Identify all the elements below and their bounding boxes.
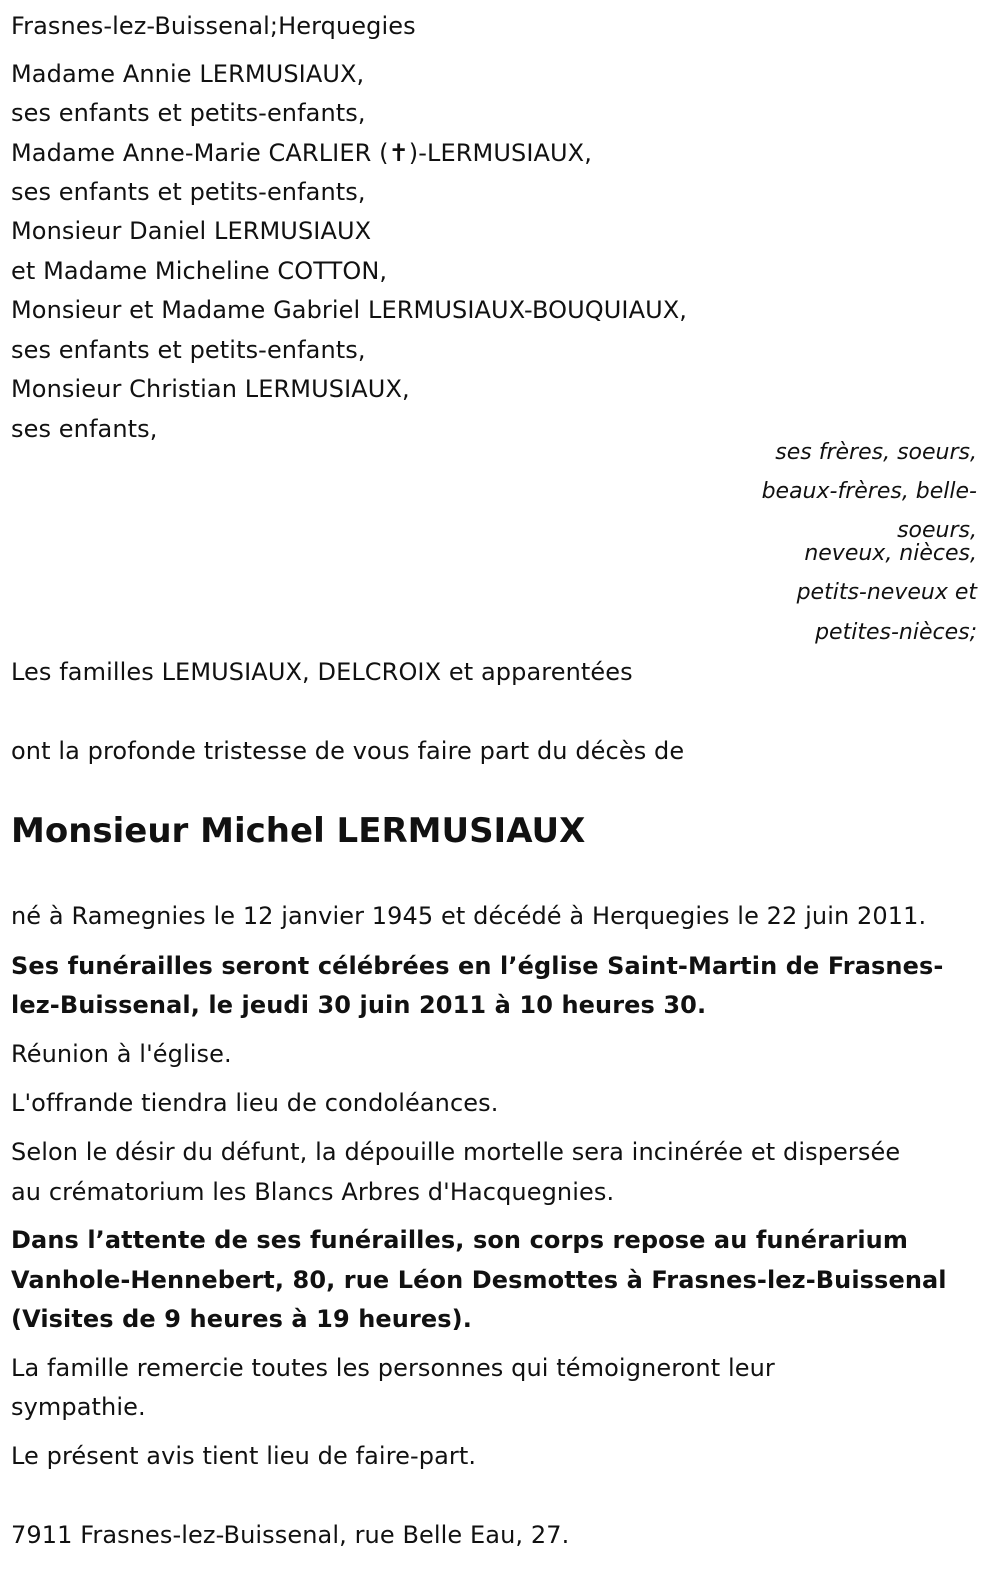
deceased-name: Monsieur Michel LERMUSIAUX <box>11 811 586 851</box>
notice-text: Le présent avis tient lieu de faire-part. <box>11 1442 477 1470</box>
funeral-line-2: lez-Buissenal, le jeudi 30 juin 2011 à 10 heures 30. <box>11 991 707 1019</box>
relation-line-1: ses frères, soeurs, <box>775 440 977 465</box>
header-location: Frasnes-lez-Buissenal;Herquegies <box>11 12 416 40</box>
family-line-3: Madame Anne-Marie CARLIER (✝)-LERMUSIAUX, <box>11 139 592 167</box>
birth-death-text: né à Ramegnies le 12 janvier 1945 et décédé à Herquegies le 22 juin 2011. <box>11 902 927 930</box>
offering-text: L'offrande tiendra lieu de condoléances. <box>11 1089 499 1117</box>
families-line: Les familles LEMUSIAUX, DELCROIX et apparentées <box>11 658 633 686</box>
cremation-line-2: au crématorium les Blancs Arbres d'Hacquegnies. <box>11 1178 615 1206</box>
funeral-line-1: Ses funérailles seront célébrées en l’église Saint-Martin de Frasnes- <box>11 952 944 980</box>
announcement-text: ont la profonde tristesse de vous faire part du décès de <box>11 737 685 765</box>
thanks-line-1: La famille remercie toutes les personnes qui témoigneront leur <box>11 1354 775 1382</box>
family-line-5: Monsieur Daniel LERMUSIAUX <box>11 217 372 245</box>
family-line-9: Monsieur Christian LERMUSIAUX, <box>11 375 410 403</box>
relation-line-6: petites-nièces; <box>815 620 977 645</box>
relation-line-2: beaux-frères, belle- <box>761 479 977 504</box>
repose-line-1: Dans l’attente de ses funérailles, son corps repose au funérarium <box>11 1226 908 1254</box>
family-line-6: et Madame Micheline COTTON, <box>11 257 388 285</box>
relation-line-5: petits-neveux et <box>796 580 977 605</box>
relation-line-3: soeurs, <box>897 518 977 543</box>
thanks-line-2: sympathie. <box>11 1393 146 1421</box>
repose-line-2: Vanhole-Hennebert, 80, rue Léon Desmottes à Frasnes-lez-Buissenal <box>11 1266 947 1294</box>
family-line-1: Madame Annie LERMUSIAUX, <box>11 60 365 88</box>
family-line-10: ses enfants, <box>11 415 158 443</box>
reunion-text: Réunion à l'église. <box>11 1040 232 1068</box>
family-line-4: ses enfants et petits-enfants, <box>11 178 366 206</box>
cremation-line-1: Selon le désir du défunt, la dépouille mortelle sera incinérée et dispersée <box>11 1138 901 1166</box>
address-text: 7911 Frasnes-lez-Buissenal, rue Belle Eau, 27. <box>11 1521 570 1549</box>
family-line-2: ses enfants et petits-enfants, <box>11 99 366 127</box>
relation-line-4: neveux, nièces, <box>804 541 977 566</box>
family-line-7: Monsieur et Madame Gabriel LERMUSIAUX-BOUQUIAUX, <box>11 296 688 324</box>
family-line-8: ses enfants et petits-enfants, <box>11 336 366 364</box>
repose-line-3: (Visites de 9 heures à 19 heures). <box>11 1305 472 1333</box>
